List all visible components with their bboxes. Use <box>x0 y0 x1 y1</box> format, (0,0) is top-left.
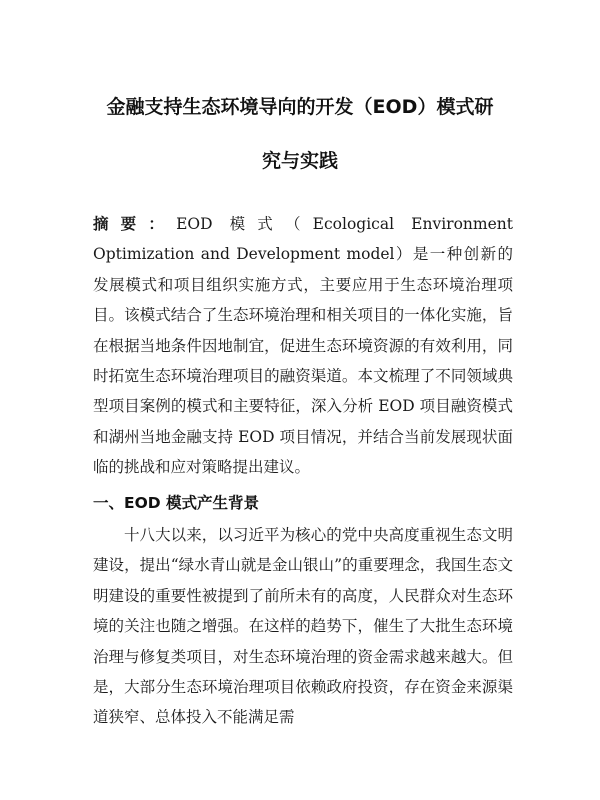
section-heading: 一、EOD 模式产生背景 <box>93 494 260 512</box>
abstract-text: EOD 模式（Ecological Environment Optimization and Development model）是一种创新的发展模式和项目组织实施方式，主要应用于生态环境治理项目。该模式结合了生态环境治理和相关项目的一体化实施，旨在根据当地条件因地制宜，促进生态环境资源的有效利用，同时拓宽生态环境治理项目的融资渠道。本文梳理了不同领域典型项目案例的模式和主要特征，深入分析 EOD 项目融资模式和湖州当地金融支持 EOD 项目情况，并结合当前发展现状面临的挑战和应对策略提出建议。 <box>93 215 513 477</box>
document-title-line-2: 究与实践 <box>261 150 338 172</box>
abstract-label: 摘要： <box>93 214 177 233</box>
abstract-paragraph <box>93 209 513 483</box>
section-paragraph: 十八大以来，以习近平为核心的党中央高度重视生态文明建设，提出“绿水青山就是金山银山”的重要理念，我国生态文明建设的重要性被提到了前所未有的高度，人民群众对生态环境的关注也随之增强。在这样的趋势下，催生了大批生态环境治理与修复类项目，对生态环境治理的资金需求越来越大。但是，大部分生态环境治理项目依赖政府投资，存在资金来源渠道狭窄、总体投入不能满足需 <box>93 526 513 727</box>
document-title-line-1: 金融支持生态环境导向的开发（EOD）模式研 <box>106 96 494 118</box>
